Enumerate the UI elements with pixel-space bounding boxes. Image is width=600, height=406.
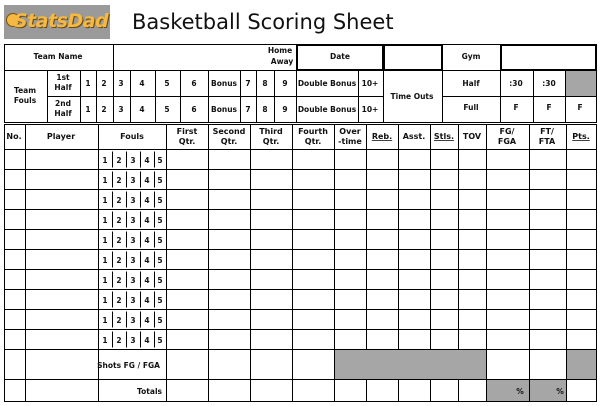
team-foul-1-6: 6 [191, 79, 197, 88]
player-9-foul-5: 5 [157, 316, 163, 325]
gym-label: Gym [461, 52, 481, 61]
col-asst: Asst. [402, 132, 426, 141]
half-label-1-b: Half [54, 83, 72, 92]
player-5-foul-3: 3 [130, 236, 136, 245]
team-foul-2-6: 6 [191, 105, 197, 114]
team-foul-1-4: 4 [139, 79, 145, 88]
time-outs-label: Time Outs [390, 92, 434, 101]
team-foul-1-1: 1 [85, 79, 91, 88]
col-fouls: Fouls [120, 132, 144, 141]
home-label: Home [267, 46, 293, 55]
player-2-foul-4: 4 [144, 176, 150, 185]
team-foul-1-5: 5 [164, 79, 170, 88]
player-9-foul-4: 4 [144, 316, 150, 325]
col-fg-2: FGA [497, 137, 517, 146]
team-name-label: Team Name [33, 52, 83, 61]
player-6-foul-2: 2 [116, 256, 122, 265]
timeout-half-unused [566, 71, 597, 97]
team-foul-1-3: 3 [118, 79, 124, 88]
timeout-full-label: Full [463, 103, 479, 112]
player-7-foul-4: 4 [144, 276, 150, 285]
player-4-foul-4: 4 [144, 216, 150, 225]
team-fouls-label-2: Fouls [13, 96, 37, 105]
bonus-num-1-7: 7 [245, 79, 251, 88]
col-ot-1: Over [339, 127, 361, 136]
away-label: Away [270, 57, 294, 66]
player-2-foul-2: 2 [116, 176, 122, 185]
bonus-num-2-9: 9 [282, 105, 288, 114]
col-q1-1: First [176, 127, 198, 136]
player-3-foul-2: 2 [116, 196, 122, 205]
player-table-border[interactable] [5, 125, 597, 402]
player-7-foul-2: 2 [116, 276, 122, 285]
ft-percent: % [556, 387, 564, 396]
timeout-full-2: F [546, 103, 552, 112]
shots-shaded [335, 350, 487, 380]
player-4-foul-1: 1 [102, 216, 108, 225]
player-5-foul-4: 4 [144, 236, 150, 245]
player-3-foul-5: 5 [157, 196, 163, 205]
team-foul-1-2: 2 [101, 79, 107, 88]
player-4-foul-3: 3 [130, 216, 136, 225]
totals-pct-shaded [487, 380, 567, 402]
col-q2-2: Qtr. [220, 137, 238, 146]
bonus-label-2: Bonus [210, 105, 238, 114]
col-stls: Stls. [433, 132, 455, 141]
player-7-foul-3: 3 [130, 276, 136, 285]
player-5-foul-1: 1 [102, 236, 108, 245]
team-foul-2-4: 4 [139, 105, 145, 114]
player-2-foul-5: 5 [157, 176, 163, 185]
bonus-label-1: Bonus [210, 79, 238, 88]
team-foul-2-2: 2 [101, 105, 107, 114]
col-player: Player [46, 132, 76, 141]
player-6-foul-1: 1 [102, 256, 108, 265]
player-10-foul-5: 5 [157, 336, 163, 345]
player-3-foul-4: 4 [144, 196, 150, 205]
player-1-foul-5: 5 [157, 156, 163, 165]
player-9-foul-1: 1 [102, 316, 108, 325]
player-6-foul-5: 5 [157, 256, 163, 265]
player-10-foul-2: 2 [116, 336, 122, 345]
col-fg-1: FG/ [499, 127, 515, 136]
player-8-foul-1: 1 [102, 296, 108, 305]
col-q4-2: Qtr. [304, 137, 322, 146]
player-5-foul-2: 2 [116, 236, 122, 245]
shots-label: Shots FG / FGA [97, 361, 160, 370]
col-q2-1: Second [212, 127, 246, 136]
player-2-foul-3: 3 [130, 176, 136, 185]
player-1-foul-3: 3 [130, 156, 136, 165]
ten-plus-2: 10+ [361, 105, 379, 114]
team-fouls-label: Team [13, 86, 37, 95]
player-4-foul-5: 5 [157, 216, 163, 225]
player-8-foul-3: 3 [130, 296, 136, 305]
shots-pts-shaded [567, 350, 597, 380]
team-foul-2-5: 5 [164, 105, 170, 114]
player-6-foul-4: 4 [144, 256, 150, 265]
col-ft-2: FTA [538, 137, 556, 146]
player-8-foul-2: 2 [116, 296, 122, 305]
col-q1-2: Qtr. [178, 137, 196, 146]
player-3-foul-3: 3 [130, 196, 136, 205]
timeout-half-2: :30 [542, 79, 556, 88]
player-9-foul-3: 3 [130, 316, 136, 325]
col-tov: TOV [462, 132, 482, 141]
col-q4-1: Fourth [298, 127, 328, 136]
player-1-foul-2: 2 [116, 156, 122, 165]
player-10-foul-3: 3 [130, 336, 136, 345]
player-6-foul-3: 3 [130, 256, 136, 265]
timeout-half-label: Half [462, 79, 480, 88]
player-1-foul-1: 1 [102, 156, 108, 165]
player-1-foul-4: 4 [144, 156, 150, 165]
fg-percent: % [516, 387, 524, 396]
col-reb: Reb. [371, 132, 393, 141]
bonus-num-1-8: 8 [262, 79, 268, 88]
team-foul-2-3: 3 [118, 105, 124, 114]
player-3-foul-1: 1 [102, 196, 108, 205]
logo-text: StatsDad [14, 10, 109, 32]
timeout-full-1: F [513, 103, 519, 112]
totals-label: Totals [137, 387, 162, 396]
player-7-foul-5: 5 [157, 276, 163, 285]
bonus-num-1-9: 9 [282, 79, 288, 88]
page-title: Basketball Scoring Sheet [132, 10, 394, 34]
half-label-2-b: Half [54, 109, 72, 118]
double-bonus-label-2: Double Bonus [297, 105, 357, 114]
timeout-full-3: F [577, 103, 583, 112]
player-10-foul-4: 4 [144, 336, 150, 345]
half-label-2: 2nd [55, 99, 71, 108]
player-7-foul-1: 1 [102, 276, 108, 285]
bonus-num-2-7: 7 [245, 105, 251, 114]
date-extra-field[interactable] [385, 46, 442, 70]
team-foul-2-1: 1 [85, 105, 91, 114]
half-label-1: 1st [56, 73, 70, 82]
col-no: No. [6, 132, 22, 141]
bonus-num-2-8: 8 [262, 105, 268, 114]
col-ft-1: FT/ [540, 127, 554, 136]
player-8-foul-4: 4 [144, 296, 150, 305]
timeout-half-1: :30 [509, 79, 523, 88]
player-10-foul-1: 1 [102, 336, 108, 345]
gym-field[interactable] [502, 46, 596, 70]
col-pts: Pts. [572, 132, 590, 141]
player-9-foul-2: 2 [116, 316, 122, 325]
col-q3-2: Qtr. [262, 137, 280, 146]
ten-plus-1: 10+ [361, 79, 379, 88]
col-ot-2: -time [338, 137, 362, 146]
double-bonus-label-1: Double Bonus [297, 79, 357, 88]
player-5-foul-5: 5 [157, 236, 163, 245]
player-4-foul-2: 2 [116, 216, 122, 225]
player-2-foul-1: 1 [102, 176, 108, 185]
date-label: Date [330, 52, 350, 61]
player-8-foul-5: 5 [157, 296, 163, 305]
col-q3-1: Third [259, 127, 283, 136]
